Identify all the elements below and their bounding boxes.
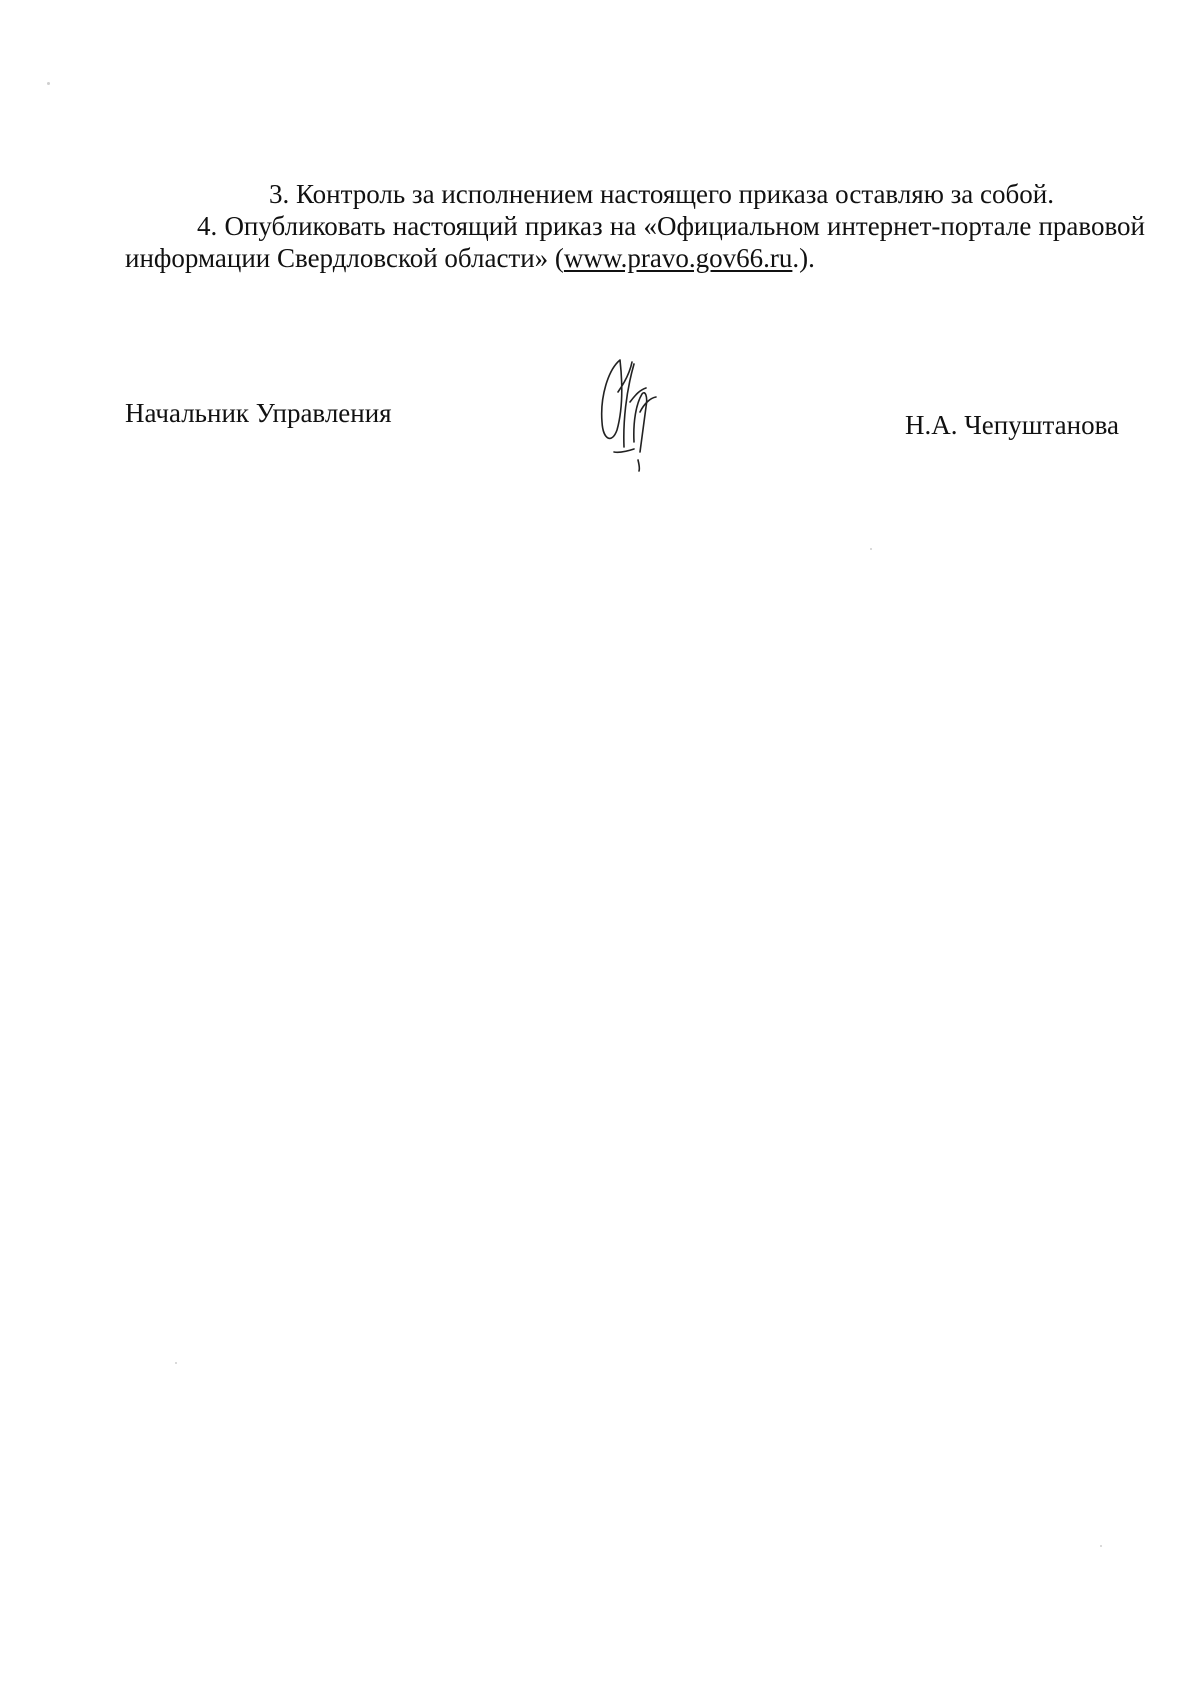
paragraph-3-number: 3. xyxy=(269,179,290,209)
paragraph-4-number: 4. xyxy=(197,211,218,241)
signatory-position: Начальник Управления xyxy=(125,398,392,428)
paragraph-4-tail: .). xyxy=(792,243,815,273)
scan-speck xyxy=(47,82,50,85)
paragraph-3-text: Контроль за исполнением настоящего приказа оставляю за собой. xyxy=(296,179,1054,209)
scan-speck xyxy=(175,1362,177,1364)
paragraph-4 xyxy=(125,210,1145,274)
portal-link[interactable]: www.pravo.gov66.ru xyxy=(563,243,793,273)
scan-speck xyxy=(1100,1545,1102,1547)
scan-speck xyxy=(870,548,872,550)
signatory-name: Н.А. Чепуштанова xyxy=(905,410,1119,440)
paragraph-3 xyxy=(125,178,1145,210)
handwritten-signature xyxy=(590,352,670,472)
document-body xyxy=(125,178,1145,274)
paragraph-4-text: Опубликовать настоящий приказ на «Официальном интернет-портале правовой информации Свердловской области» ( xyxy=(125,211,1145,273)
